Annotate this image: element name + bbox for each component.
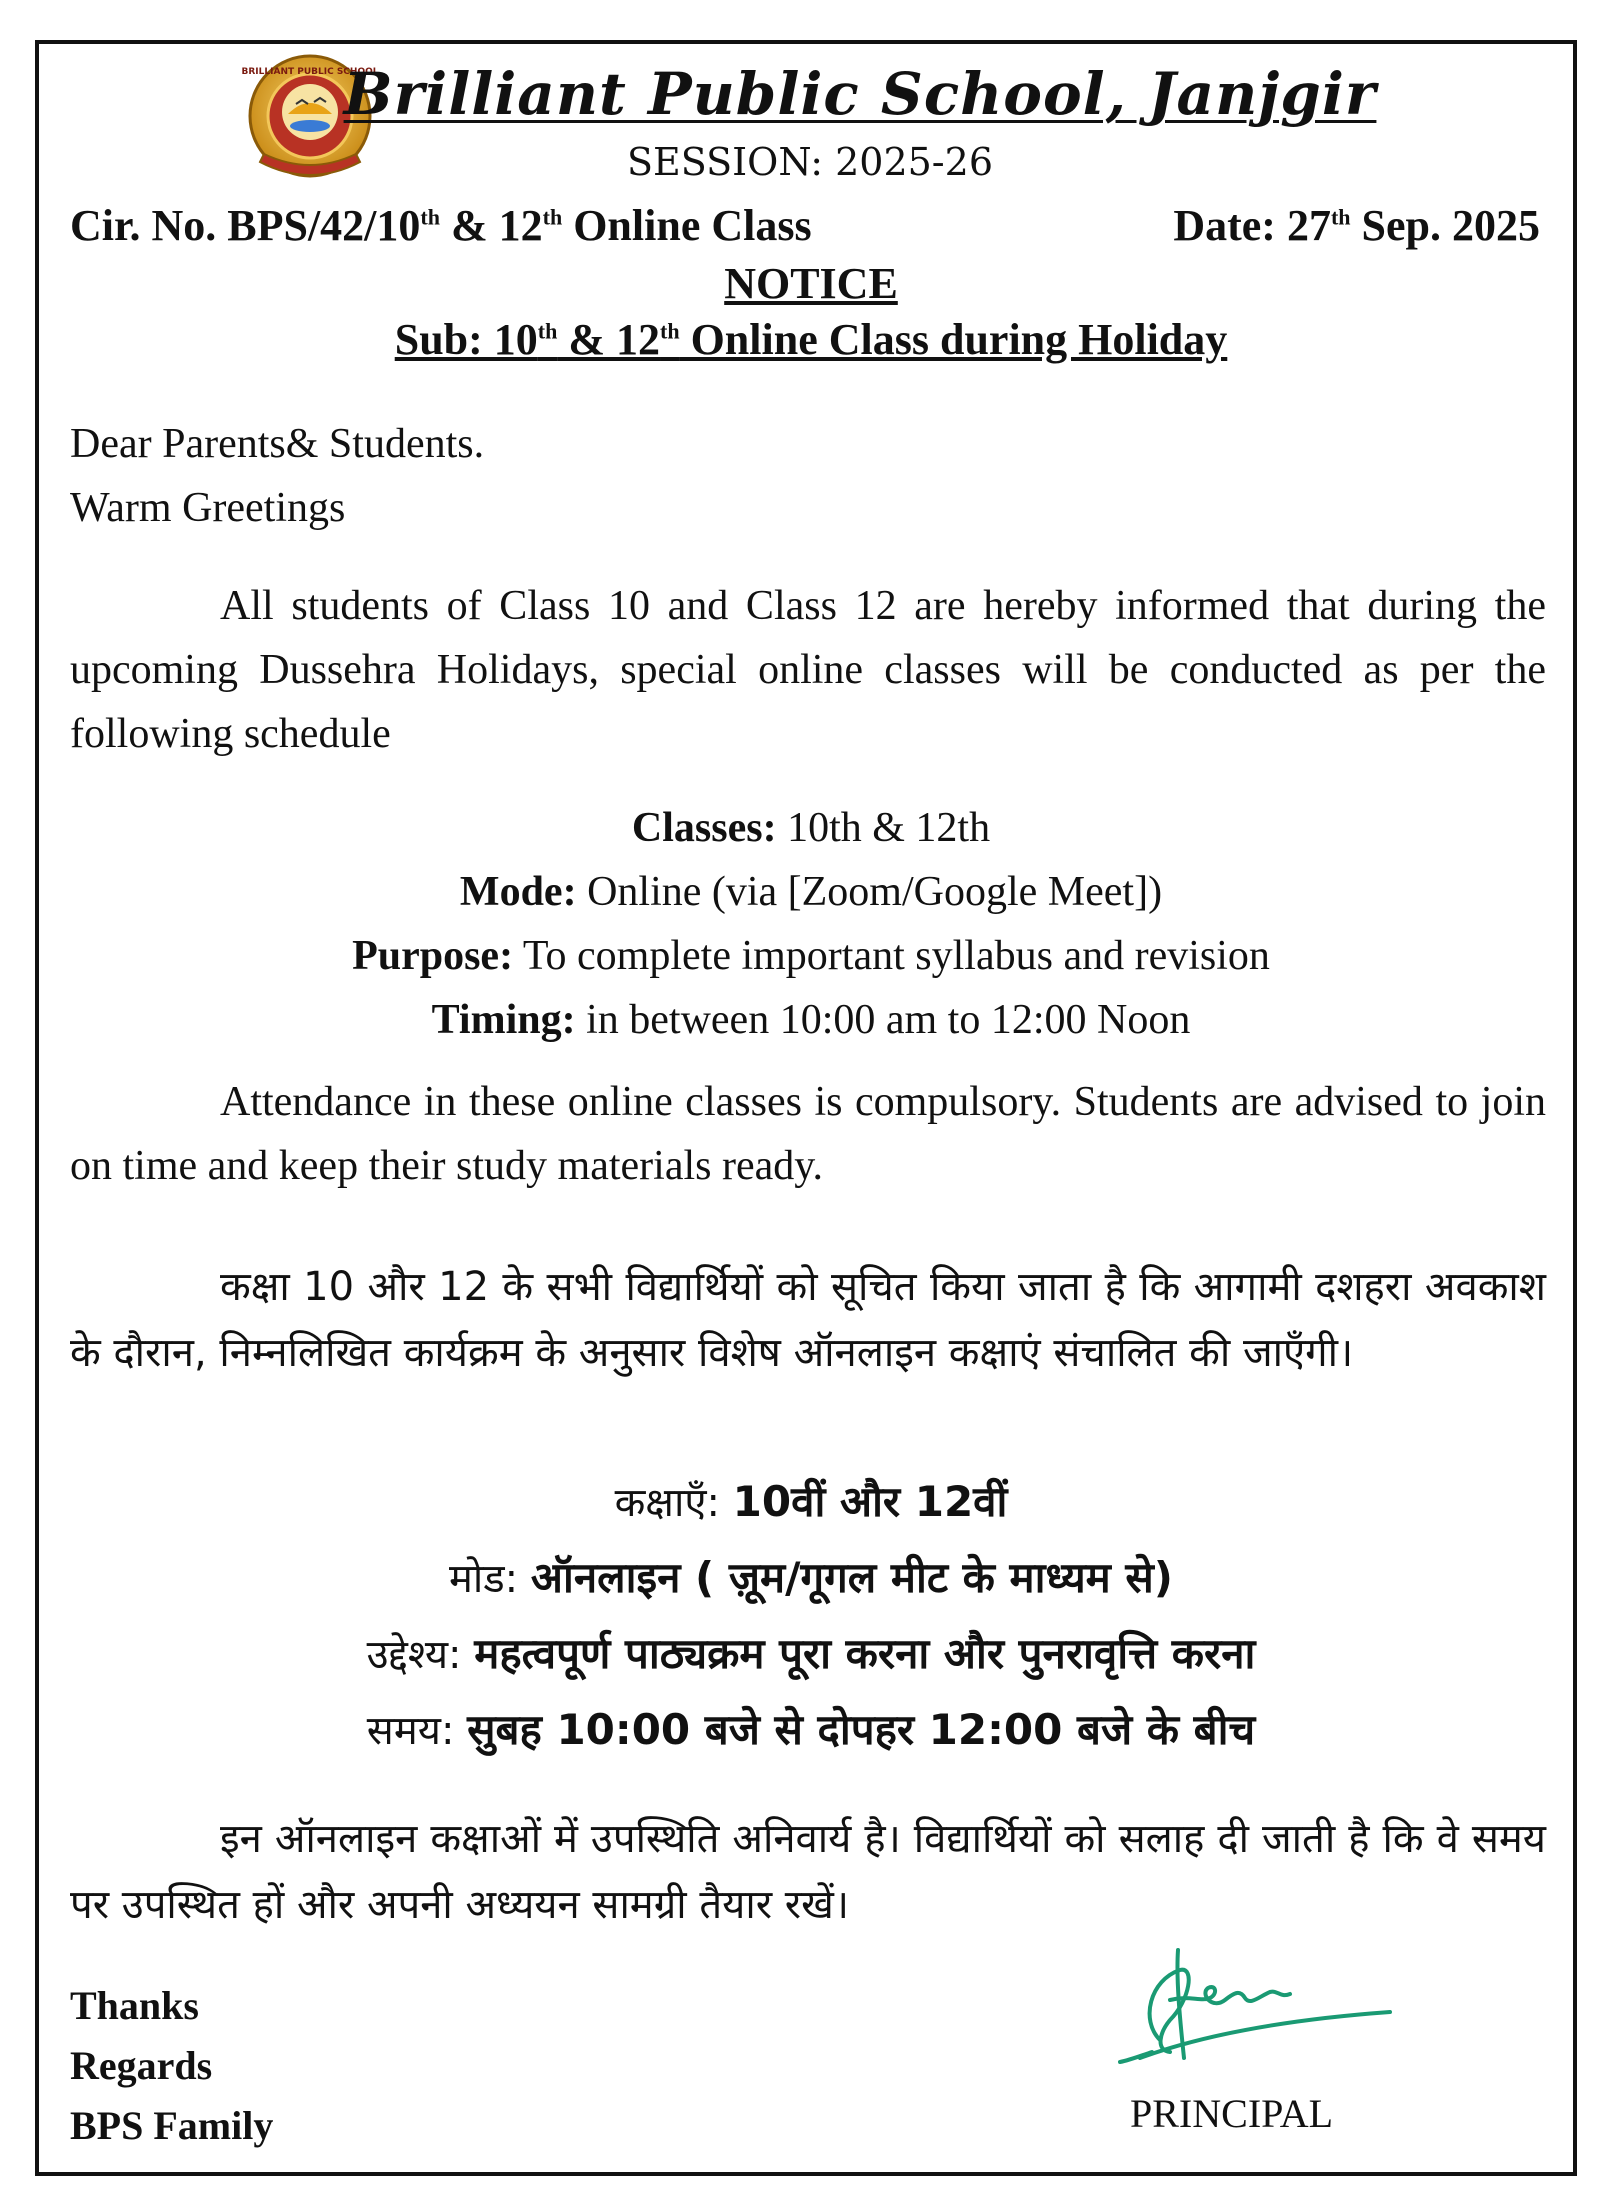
greeting: Warm Greetings (70, 485, 346, 531)
hindi-schedule-mode: मोड: ऑनलाइन ( ज़ूम/गूगल मीट के माध्यम से) (448, 1553, 1174, 1602)
principal-signature (1100, 1940, 1400, 2070)
thanks-text: Thanks (70, 1983, 199, 2028)
principal-label: PRINCIPAL (1130, 2091, 1334, 2136)
salutation: Dear Parents& Students. (70, 421, 485, 467)
circular-date: Date: 27th Sep. 2025 (1173, 201, 1540, 250)
hindi-schedule-timing: समय: सुबह 10:00 बजे से दोपहर 12:00 बजे के बीच (366, 1705, 1256, 1754)
session: SESSION: 2025-26 (626, 140, 993, 184)
svg-text:BRILLIANT PUBLIC SCHOOL: BRILLIANT PUBLIC SCHOOL (241, 67, 379, 77)
regards-text: Regards (70, 2043, 213, 2088)
english-schedule-classes: Classes: 10th & 12th (631, 805, 991, 851)
hindi-schedule-classes: कक्षाएँ: 10वीं और 12वीं (614, 1477, 1008, 1526)
bps-family-text: BPS Family (70, 2103, 274, 2148)
circular-number: Cir. No. BPS/42/10th & 12th Online Class (70, 201, 812, 250)
english-schedule-timing: Timing: in between 10:00 am to 12:00 Noon (431, 997, 1191, 1043)
hindi-schedule-purpose: उद्देश्य: महत्वपूर्ण पाठ्यक्रम पूरा करना और पुनरावृत्ति करना (366, 1629, 1256, 1678)
english-schedule-mode: Mode: Online (via [Zoom/Google Meet]) (459, 869, 1163, 915)
notice-title: NOTICE (724, 259, 898, 308)
english-schedule-purpose: Purpose: To complete important syllabus and revision (352, 933, 1270, 979)
subject-line: Sub: 10th & 12th Online Class during Holiday (394, 315, 1228, 364)
hindi-paragraph-1: कक्षा 10 और 12 के सभी विद्यार्थियों को सूचित किया जाता है कि आगामी दशहरा अवकाश के दौरान, निम्नलिखित कार्यक्रम के अनुसार विशेष ऑनलाइन कक्षाएं संचालित की जाएँगी। (70, 1264, 1546, 1376)
english-paragraph-2: Attendance in these online classes is compulsory. Students are advised to join on time and keep their study materials ready. (70, 1079, 1546, 1189)
closing-block (70, 1976, 273, 2156)
hindi-paragraph-2: इन ऑनलाइन कक्षाओं में उपस्थिति अनिवार्य है। विद्यार्थियों को सलाह दी जाती है कि वे समय पर उपस्थित हों और अपनी अध्ययन सामग्री तैयार रखें। (70, 1816, 1546, 1928)
school-name: Brilliant Public School, Janjgir (343, 60, 1377, 128)
english-paragraph-1: All students of Class 10 and Class 12 are hereby informed that during the upcoming Dussehra Holidays, special online classes will be conducted as per the following schedule (70, 583, 1546, 757)
